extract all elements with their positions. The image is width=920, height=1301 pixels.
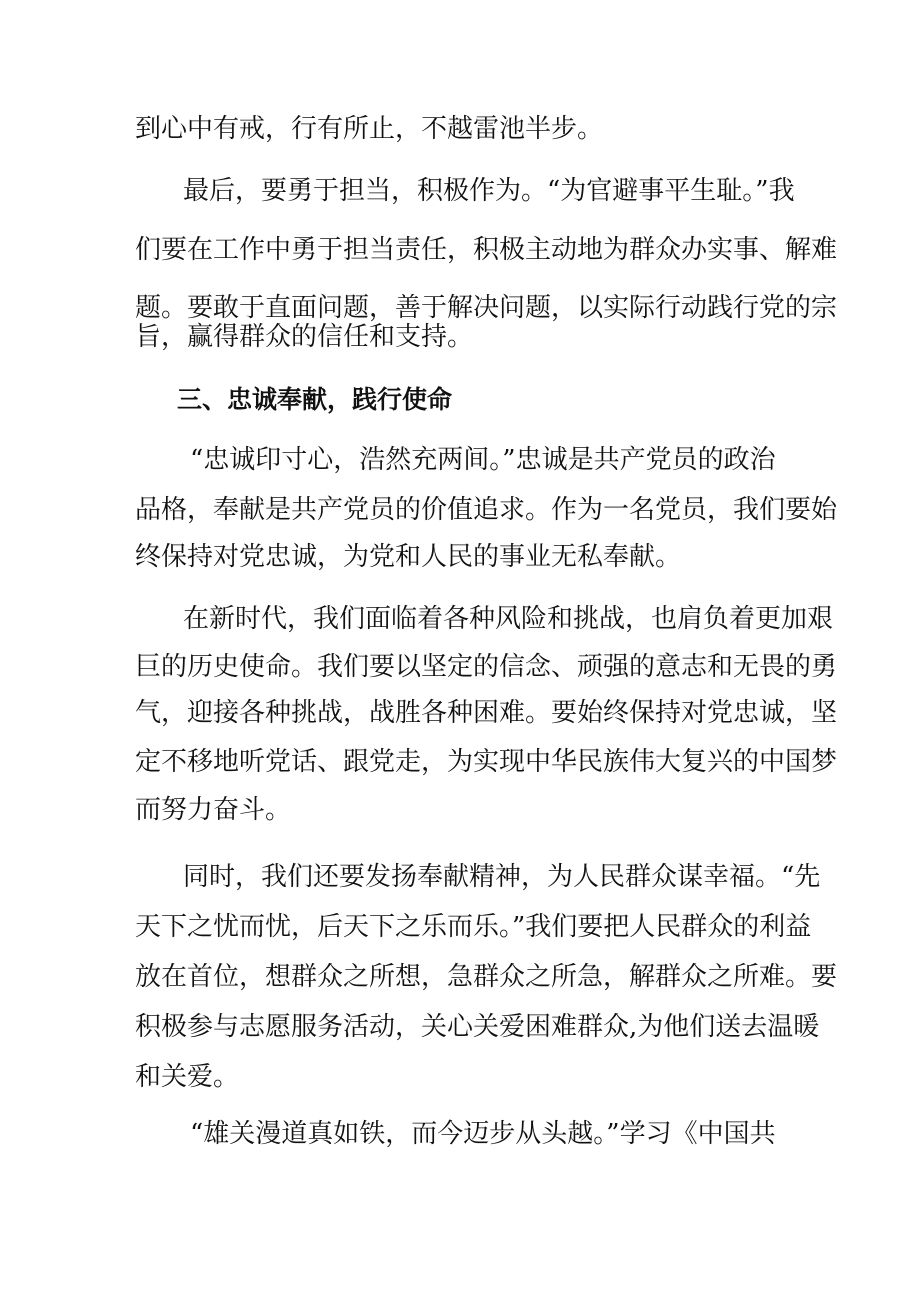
text-line: 们要在工作中勇于担当责任，积极主动地为群众办实事、解难 <box>135 235 838 265</box>
text-line: 题。要敢于直面问题，善于解决问题，以实际行动践行党的宗 <box>135 293 838 323</box>
text-line: 定不移地听党话、跟党走，为实现中华民族伟大复兴的中国梦 <box>135 747 838 777</box>
paragraph-first-line: “忠诚印寸心，浩然充两间。”忠诚是共产党员的政治 <box>190 445 776 475</box>
text-line: 旨，赢得群众的信任和支持。 <box>135 322 474 352</box>
section-heading: 三、忠诚奉献，践行使命 <box>177 385 453 414</box>
paragraph-first-line: 同时，我们还要发扬奉献精神，为人民群众谋幸福。“先 <box>183 862 821 892</box>
text-line: 到心中有戒，行有所止，不越雷池半步。 <box>135 114 604 144</box>
text-line: 气，迎接各种挑战，战胜各种困难。要始终保持对党忠诚，坚 <box>135 698 838 728</box>
text-line: 巨的历史使命。我们要以坚定的信念、顽强的意志和无畏的勇 <box>135 652 838 682</box>
text-line: 放在首位，想群众之所想，急群众之所急，解群众之所难。要 <box>135 962 838 992</box>
text-line: 品格，奉献是共产党员的价值追求。作为一名党员，我们要始 <box>135 495 838 525</box>
text-line: 和关爱。 <box>135 1062 240 1092</box>
text-line: 积极参与志愿服务活动，关心关爱困难群众,为他们送去温暖 <box>135 1012 820 1042</box>
paragraph-first-line: 在新时代，我们面临着各种风险和挑战，也肩负着更加艰 <box>183 604 834 634</box>
text-line: 而努力奋斗。 <box>135 795 292 825</box>
text-line: 终保持对党忠诚，为党和人民的事业无私奉献。 <box>135 542 682 572</box>
text-line: 天下之忧而忧，后天下之乐而乐。”我们要把人民群众的利益 <box>135 912 812 942</box>
paragraph-first-line: “雄关漫道真如铁，而今迈步从头越。”学习《中国共 <box>190 1119 776 1149</box>
paragraph-first-line: 最后，要勇于担当，积极作为。“为官避事平生耻。”我 <box>183 176 795 206</box>
